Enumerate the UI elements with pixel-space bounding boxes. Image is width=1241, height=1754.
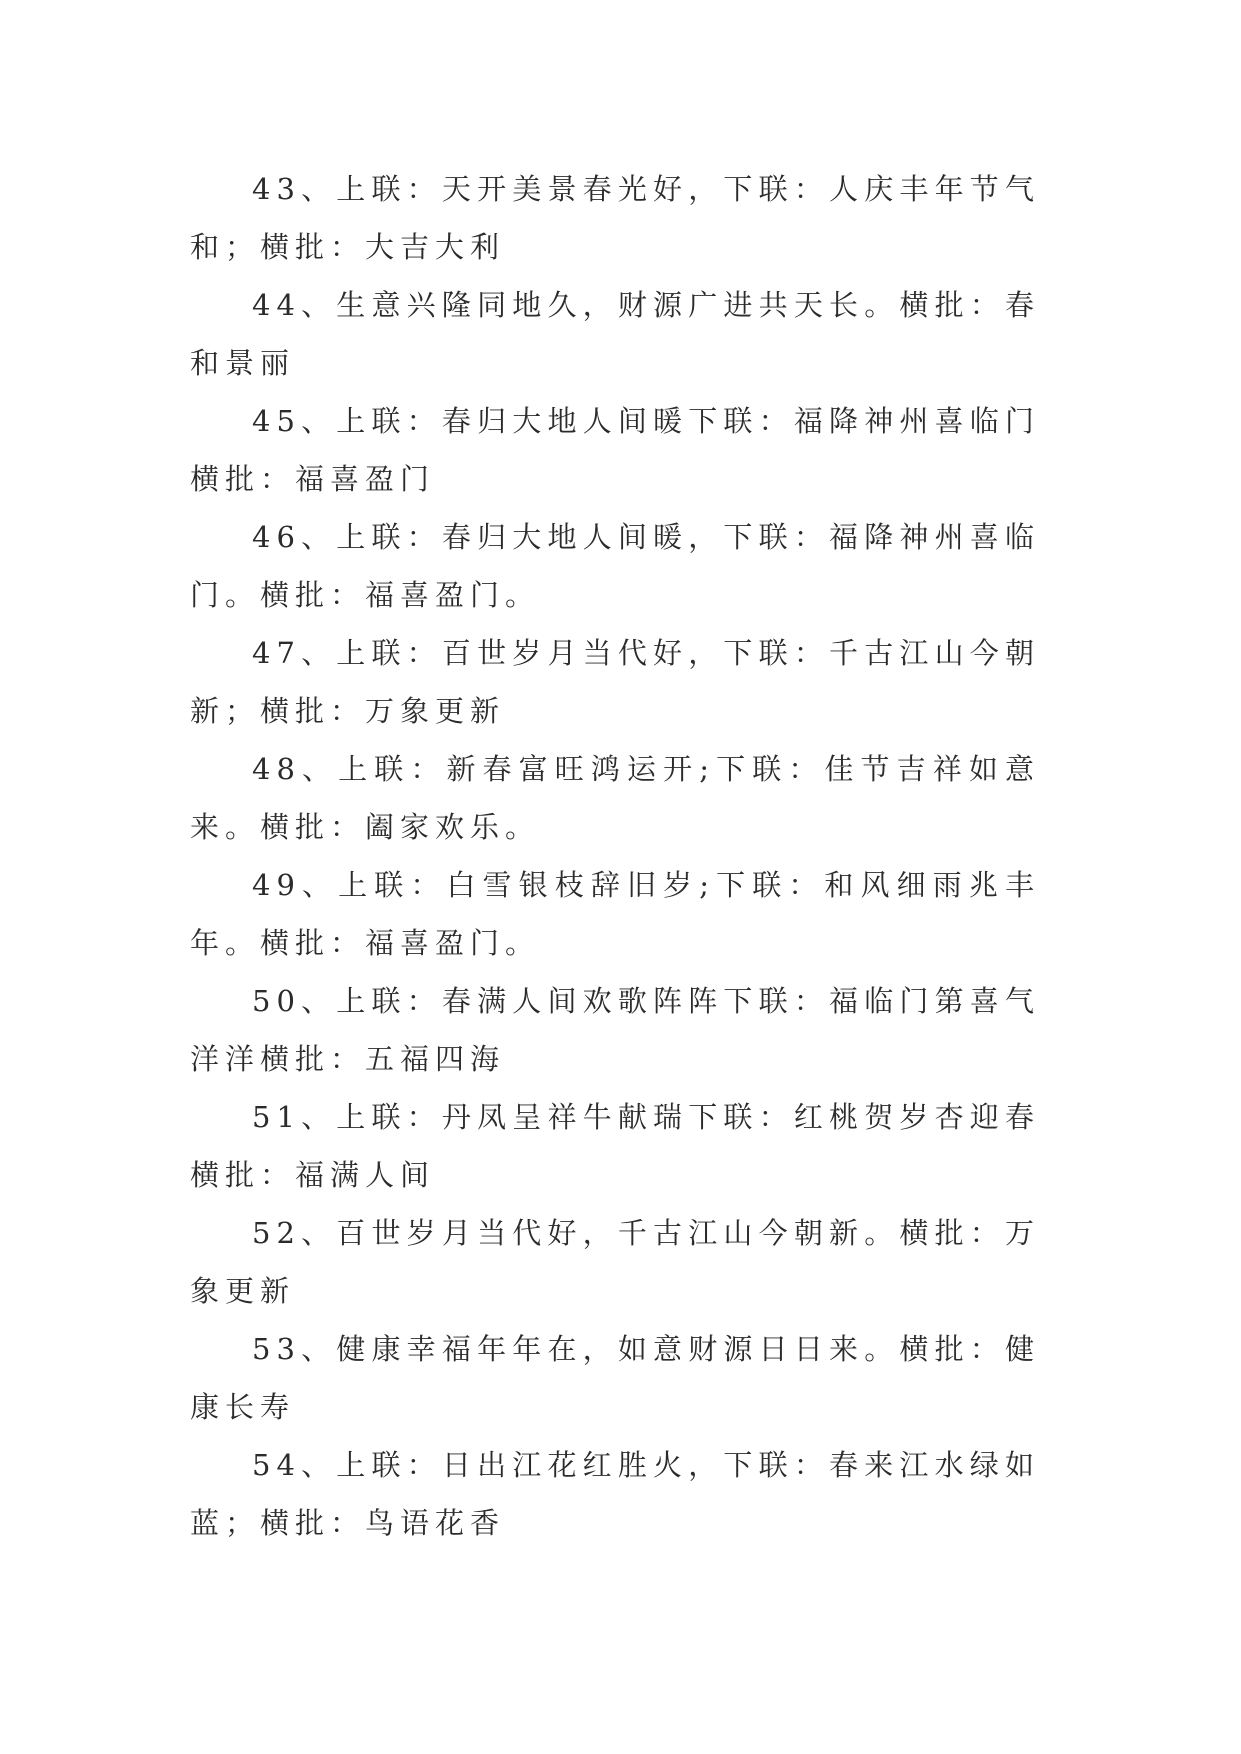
couplet-entry-54: 54、上联：日出江花红胜火，下联：春来江水绿如蓝；横批：鸟语花香: [190, 1448, 1040, 1540]
couplet-entry-53: 53、健康幸福年年在，如意财源日日来。横批：健康长寿: [190, 1332, 1040, 1424]
couplet-entry-52: 52、百世岁月当代好，千古江山今朝新。横批：万象更新: [190, 1216, 1040, 1308]
couplet-entry-45: 45、上联：春归大地人间暖下联：福降神州喜临门横批：福喜盈门: [190, 404, 1040, 496]
couplet-entry-47: 47、上联：百世岁月当代好，下联：千古江山今朝新；横批：万象更新: [190, 636, 1040, 728]
couplet-entry-51: 51、上联：丹凤呈祥牛献瑞下联：红桃贺岁杏迎春横批：福满人间: [190, 1100, 1040, 1192]
couplet-entry-48: 48、上联：新春富旺鸿运开;下联：佳节吉祥如意来。横批：阖家欢乐。: [190, 752, 1040, 844]
couplet-entry-50: 50、上联：春满人间欢歌阵阵下联：福临门第喜气洋洋横批：五福四海: [190, 984, 1040, 1076]
couplet-entry-44: 44、生意兴隆同地久，财源广进共天长。横批：春和景丽: [190, 288, 1040, 380]
couplet-entry-46: 46、上联：春归大地人间暖，下联：福降神州喜临门。横批：福喜盈门。: [190, 520, 1040, 612]
couplet-list: [190, 160, 1040, 1552]
couplet-entry-43: 43、上联：天开美景春光好，下联：人庆丰年节气和；横批：大吉大利: [190, 172, 1040, 264]
couplet-entry-49: 49、上联：白雪银枝辞旧岁;下联：和风细雨兆丰年。横批：福喜盈门。: [190, 868, 1040, 960]
